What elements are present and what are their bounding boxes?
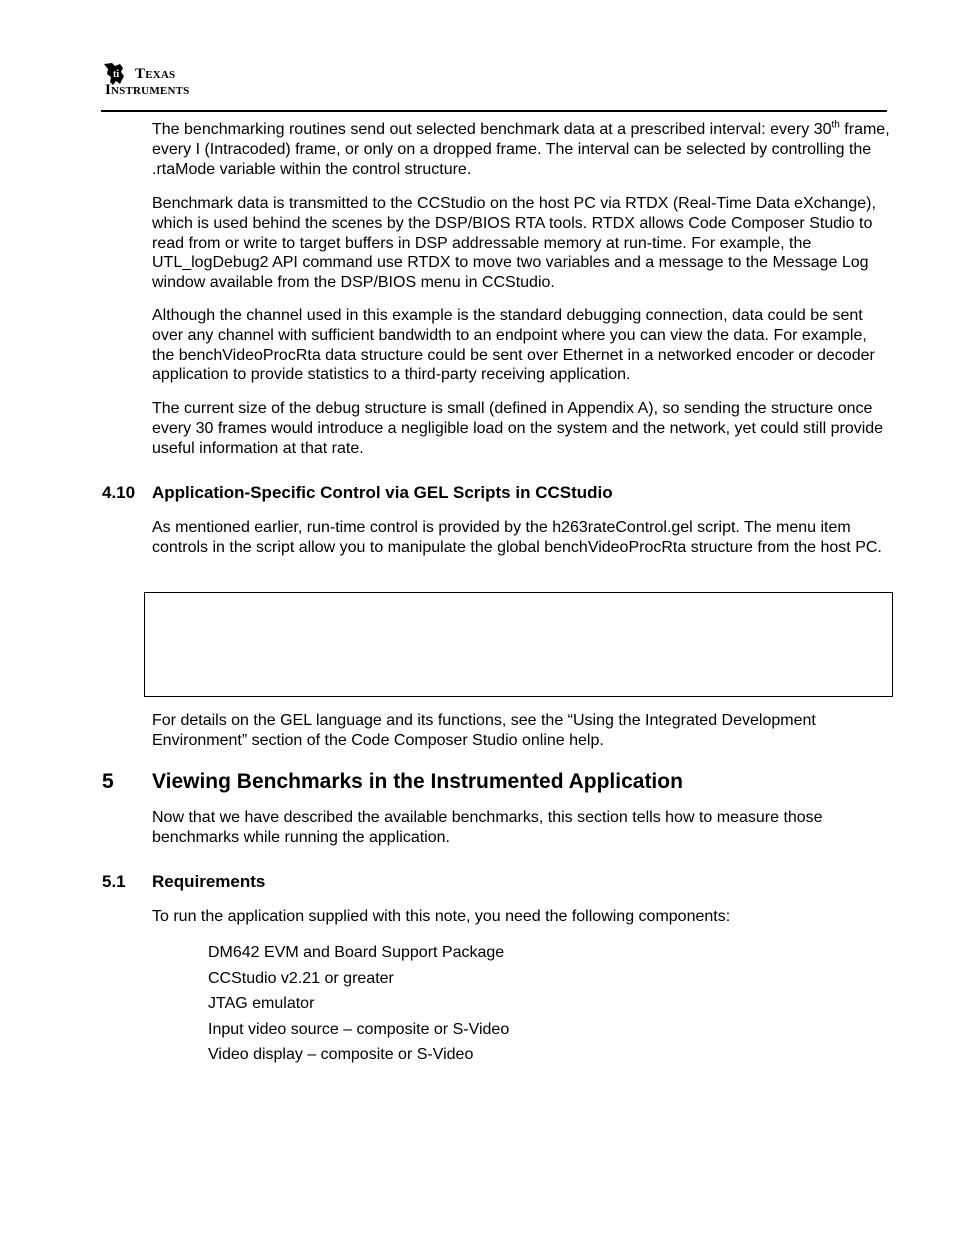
paragraph-1-part-b: frame, every I (Intracoded) frame, or only on a dropped frame. The interval can be selected by controlling the .rtaMode variable within the control structure. xyxy=(152,121,890,178)
paragraph-gel-details: For details on the GEL language and its functions, see the “Using the Integrated Development Environment” section of the Code Composer Studio online help. xyxy=(152,712,816,749)
logo-line-texas: Texas xyxy=(135,66,176,82)
texas-instruments-logo xyxy=(101,60,231,102)
section-number: 4.10 xyxy=(102,483,136,502)
paragraph-rtdx: Benchmark data is transmitted to the CCStudio on the host PC via RTDX (Real-Time Data eXchange), which is used behind the scenes by the DSP/BIOS RTA tools. RTDX allows Code Composer Studio to read from or write to target buffers in DSP addressable memory at run-time. For example, the UTL_logDebug2 API command use RTDX to move two variables and a message to the Message Log window available from the DSP/BIOS menu in CCStudio. xyxy=(152,195,876,292)
paragraph-gel-control: As mentioned earlier, run-time control is provided by the h263rateControl.gel script. The menu item controls in the script allow you to manipulate the global benchVideoProcRta structure from the host PC. xyxy=(152,519,882,556)
list-item: DM642 EVM and Board Support Package xyxy=(208,944,505,961)
paragraph-channel: Although the channel used in this example is the standard debugging connection, data could be sent over any channel with sufficient bandwidth to an endpoint where you can view the data. For example, the benchVideoProcRta data structure could be sent over Ethernet in a networked encoder or decoder application to provide statistics to a third-party receiving application. xyxy=(152,307,875,384)
section-title: Requirements xyxy=(152,872,266,891)
header-divider xyxy=(101,110,887,112)
section-title: Viewing Benchmarks in the Instrumented Application xyxy=(152,770,683,793)
list-item: JTAG emulator xyxy=(208,995,315,1012)
svg-text:ti: ti xyxy=(113,69,120,80)
section-heading-5 xyxy=(102,770,683,794)
paragraph-viewing-intro: Now that we have described the available benchmarks, this section tells how to measure those benchmarks while running the application. xyxy=(152,809,823,846)
section-heading-4-10 xyxy=(102,483,613,503)
list-item: Input video source – composite or S-Video xyxy=(208,1020,510,1038)
paragraph-requirements-intro: To run the application supplied with this note, you need the following components: xyxy=(152,908,731,925)
logo-wordmark xyxy=(105,66,189,98)
ordinal-superscript: th xyxy=(831,119,840,131)
section-title: Application-Specific Control via GEL Scripts in CCStudio xyxy=(152,483,613,502)
figure-placeholder-box xyxy=(144,592,893,697)
logo-line-instruments: Instruments xyxy=(105,82,190,98)
paragraph-1-part-a: The benchmarking routines send out selected benchmark data at a prescribed interval: every 30 xyxy=(152,121,832,138)
list-item: CCStudio v2.21 or greater xyxy=(208,969,394,987)
list-item: Video display – composite or S-Video xyxy=(208,1046,474,1063)
section-heading-5-1 xyxy=(102,872,265,892)
requirements-list xyxy=(208,940,509,1068)
paragraph-benchmark-interval xyxy=(152,120,892,179)
paragraph-debug-structure: The current size of the debug structure is small (defined in Appendix A), so sending the structure once every 30 frames would introduce a negligible load on the system and the network, yet could still provide useful information at that rate. xyxy=(152,400,884,457)
section-number: 5.1 xyxy=(102,872,126,891)
section-number: 5 xyxy=(102,770,114,793)
